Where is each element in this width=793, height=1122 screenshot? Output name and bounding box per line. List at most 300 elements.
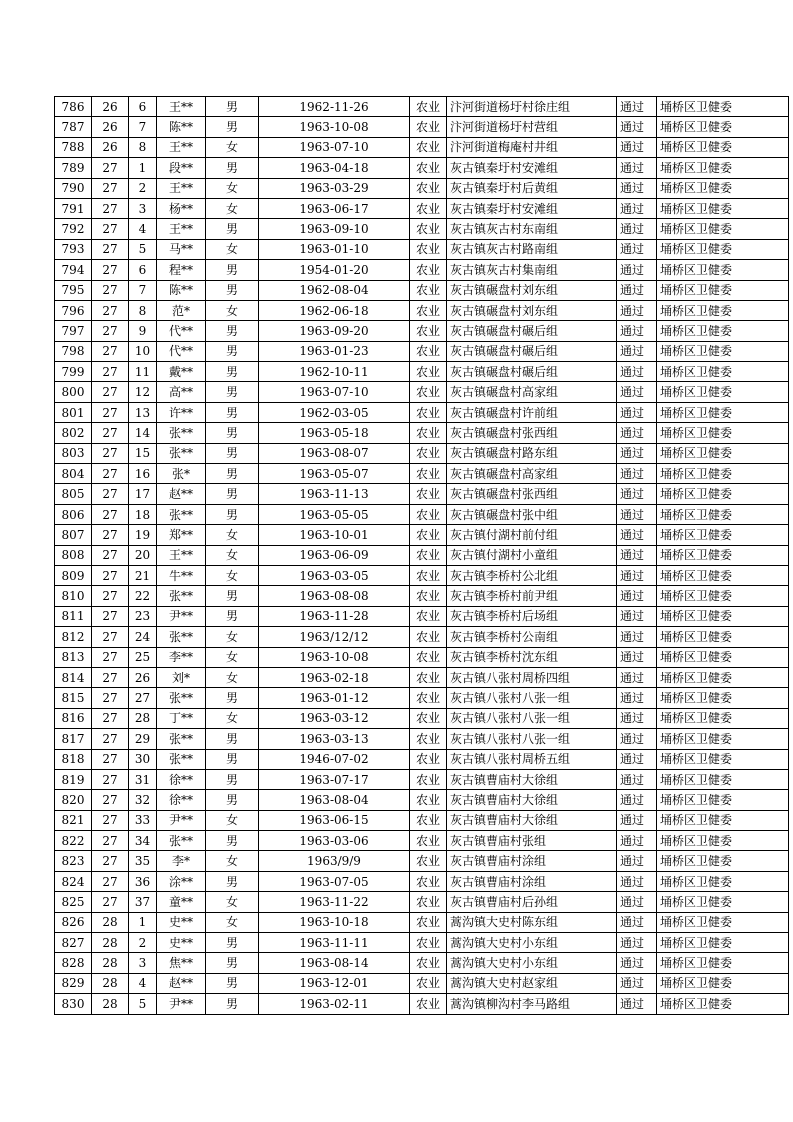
serial-number-cell: 800: [55, 382, 92, 402]
in-group-number-cell: 11: [129, 362, 157, 382]
in-group-number-cell: 29: [129, 729, 157, 749]
occupation-cell: 农业: [410, 647, 447, 667]
birth-date-cell: 1962-03-05: [259, 402, 410, 422]
name-cell: 杨**: [157, 198, 206, 218]
group-number-cell: 27: [92, 667, 129, 687]
group-number-cell: 27: [92, 484, 129, 504]
occupation-cell: 农业: [410, 892, 447, 912]
organization-cell: 埇桥区卫健委: [657, 158, 789, 178]
address-cell: 灰古镇李桥村后场组: [447, 606, 617, 626]
group-number-cell: 27: [92, 851, 129, 871]
address-cell: 灰古镇李桥村沈东组: [447, 647, 617, 667]
name-cell: 张**: [157, 423, 206, 443]
occupation-cell: 农业: [410, 484, 447, 504]
occupation-cell: 农业: [410, 545, 447, 565]
organization-cell: 埇桥区卫健委: [657, 117, 789, 137]
birth-date-cell: 1963-08-04: [259, 790, 410, 810]
review-result-cell: 通过: [617, 953, 657, 973]
occupation-cell: 农业: [410, 994, 447, 1014]
name-cell: 丁**: [157, 708, 206, 728]
gender-cell: 女: [206, 198, 259, 218]
birth-date-cell: 1963/9/9: [259, 851, 410, 871]
gender-cell: 男: [206, 586, 259, 606]
review-result-cell: 通过: [617, 97, 657, 117]
serial-number-cell: 786: [55, 97, 92, 117]
review-result-cell: 通过: [617, 423, 657, 443]
serial-number-cell: 790: [55, 178, 92, 198]
review-result-cell: 通过: [617, 280, 657, 300]
birth-date-cell: 1963-05-07: [259, 464, 410, 484]
birth-date-cell: 1963-10-08: [259, 117, 410, 137]
group-number-cell: 27: [92, 892, 129, 912]
organization-cell: 埇桥区卫健委: [657, 627, 789, 647]
gender-cell: 男: [206, 260, 259, 280]
table-row: [55, 97, 789, 117]
serial-number-cell: 796: [55, 300, 92, 320]
address-cell: 灰古镇付湖村前付组: [447, 525, 617, 545]
name-cell: 焦**: [157, 953, 206, 973]
review-result-cell: 通过: [617, 464, 657, 484]
address-cell: 灰古镇碾盘村刘东组: [447, 300, 617, 320]
name-cell: 徐**: [157, 769, 206, 789]
review-result-cell: 通过: [617, 729, 657, 749]
gender-cell: 男: [206, 973, 259, 993]
serial-number-cell: 807: [55, 525, 92, 545]
birth-date-cell: 1962-08-04: [259, 280, 410, 300]
occupation-cell: 农业: [410, 464, 447, 484]
group-number-cell: 27: [92, 545, 129, 565]
address-cell: 灰古镇灰古村集南组: [447, 260, 617, 280]
occupation-cell: 农业: [410, 871, 447, 891]
name-cell: 史**: [157, 912, 206, 932]
occupation-cell: 农业: [410, 749, 447, 769]
organization-cell: 埇桥区卫健委: [657, 321, 789, 341]
birth-date-cell: 1963-11-11: [259, 933, 410, 953]
organization-cell: 埇桥区卫健委: [657, 667, 789, 687]
occupation-cell: 农业: [410, 321, 447, 341]
name-cell: 张**: [157, 627, 206, 647]
occupation-cell: 农业: [410, 137, 447, 157]
name-cell: 张**: [157, 586, 206, 606]
occupation-cell: 农业: [410, 627, 447, 647]
group-number-cell: 27: [92, 178, 129, 198]
review-result-cell: 通过: [617, 688, 657, 708]
organization-cell: 埇桥区卫健委: [657, 994, 789, 1014]
address-cell: 蒿沟镇大史村小东组: [447, 933, 617, 953]
occupation-cell: 农业: [410, 912, 447, 932]
table-row: [55, 851, 789, 871]
in-group-number-cell: 26: [129, 667, 157, 687]
applicant-table: [54, 96, 789, 1015]
name-cell: 李*: [157, 851, 206, 871]
group-number-cell: 27: [92, 504, 129, 524]
in-group-number-cell: 4: [129, 973, 157, 993]
occupation-cell: 农业: [410, 504, 447, 524]
in-group-number-cell: 4: [129, 219, 157, 239]
gender-cell: 男: [206, 790, 259, 810]
group-number-cell: 27: [92, 729, 129, 749]
name-cell: 赵**: [157, 484, 206, 504]
organization-cell: 埇桥区卫健委: [657, 810, 789, 830]
group-number-cell: 27: [92, 464, 129, 484]
group-number-cell: 27: [92, 260, 129, 280]
address-cell: 灰古镇碾盘村高家组: [447, 464, 617, 484]
gender-cell: 男: [206, 933, 259, 953]
occupation-cell: 农业: [410, 443, 447, 463]
occupation-cell: 农业: [410, 790, 447, 810]
birth-date-cell: 1963-02-11: [259, 994, 410, 1014]
gender-cell: 女: [206, 851, 259, 871]
name-cell: 李**: [157, 647, 206, 667]
in-group-number-cell: 2: [129, 178, 157, 198]
organization-cell: 埇桥区卫健委: [657, 239, 789, 259]
table-row: [55, 525, 789, 545]
in-group-number-cell: 25: [129, 647, 157, 667]
table-row: [55, 178, 789, 198]
address-cell: 灰古镇秦圩村安滩组: [447, 198, 617, 218]
birth-date-cell: 1963-03-13: [259, 729, 410, 749]
serial-number-cell: 818: [55, 749, 92, 769]
address-cell: 蒿沟镇柳沟村李马路组: [447, 994, 617, 1014]
birth-date-cell: 1963-09-10: [259, 219, 410, 239]
name-cell: 童**: [157, 892, 206, 912]
table-row: [55, 239, 789, 259]
serial-number-cell: 813: [55, 647, 92, 667]
review-result-cell: 通过: [617, 790, 657, 810]
review-result-cell: 通过: [617, 545, 657, 565]
name-cell: 牛**: [157, 565, 206, 585]
review-result-cell: 通过: [617, 137, 657, 157]
occupation-cell: 农业: [410, 953, 447, 973]
review-result-cell: 通过: [617, 606, 657, 626]
review-result-cell: 通过: [617, 219, 657, 239]
name-cell: 陈**: [157, 280, 206, 300]
group-number-cell: 27: [92, 871, 129, 891]
gender-cell: 男: [206, 994, 259, 1014]
in-group-number-cell: 12: [129, 382, 157, 402]
group-number-cell: 27: [92, 790, 129, 810]
address-cell: 灰古镇碾盘村路东组: [447, 443, 617, 463]
gender-cell: 男: [206, 443, 259, 463]
name-cell: 张**: [157, 443, 206, 463]
gender-cell: 男: [206, 464, 259, 484]
birth-date-cell: 1963-11-13: [259, 484, 410, 504]
group-number-cell: 27: [92, 708, 129, 728]
in-group-number-cell: 21: [129, 565, 157, 585]
birth-date-cell: 1963-11-28: [259, 606, 410, 626]
name-cell: 赵**: [157, 973, 206, 993]
table-row: [55, 586, 789, 606]
in-group-number-cell: 17: [129, 484, 157, 504]
group-number-cell: 27: [92, 423, 129, 443]
name-cell: 陈**: [157, 117, 206, 137]
group-number-cell: 27: [92, 769, 129, 789]
organization-cell: 埇桥区卫健委: [657, 382, 789, 402]
birth-date-cell: 1963-03-12: [259, 708, 410, 728]
occupation-cell: 农业: [410, 667, 447, 687]
gender-cell: 女: [206, 565, 259, 585]
address-cell: 蒿沟镇大史村陈东组: [447, 912, 617, 932]
gender-cell: 男: [206, 484, 259, 504]
group-number-cell: 27: [92, 239, 129, 259]
in-group-number-cell: 13: [129, 402, 157, 422]
occupation-cell: 农业: [410, 341, 447, 361]
in-group-number-cell: 8: [129, 137, 157, 157]
name-cell: 徐**: [157, 790, 206, 810]
organization-cell: 埇桥区卫健委: [657, 871, 789, 891]
serial-number-cell: 821: [55, 810, 92, 830]
review-result-cell: 通过: [617, 484, 657, 504]
in-group-number-cell: 5: [129, 994, 157, 1014]
review-result-cell: 通过: [617, 321, 657, 341]
serial-number-cell: 787: [55, 117, 92, 137]
serial-number-cell: 810: [55, 586, 92, 606]
name-cell: 张**: [157, 831, 206, 851]
occupation-cell: 农业: [410, 423, 447, 443]
review-result-cell: 通过: [617, 117, 657, 137]
occupation-cell: 农业: [410, 708, 447, 728]
name-cell: 张**: [157, 729, 206, 749]
address-cell: 灰古镇八张村周桥四组: [447, 667, 617, 687]
review-result-cell: 通过: [617, 912, 657, 932]
review-result-cell: 通过: [617, 749, 657, 769]
occupation-cell: 农业: [410, 300, 447, 320]
review-result-cell: 通过: [617, 627, 657, 647]
group-number-cell: 27: [92, 280, 129, 300]
occupation-cell: 农业: [410, 933, 447, 953]
table-row: [55, 117, 789, 137]
name-cell: 尹**: [157, 606, 206, 626]
in-group-number-cell: 36: [129, 871, 157, 891]
table-row: [55, 280, 789, 300]
review-result-cell: 通过: [617, 178, 657, 198]
organization-cell: 埇桥区卫健委: [657, 464, 789, 484]
address-cell: 灰古镇李桥村前尹组: [447, 586, 617, 606]
address-cell: 灰古镇碾盘村张西组: [447, 484, 617, 504]
gender-cell: 女: [206, 647, 259, 667]
name-cell: 代**: [157, 341, 206, 361]
serial-number-cell: 822: [55, 831, 92, 851]
gender-cell: 男: [206, 504, 259, 524]
gender-cell: 女: [206, 667, 259, 687]
gender-cell: 女: [206, 545, 259, 565]
review-result-cell: 通过: [617, 158, 657, 178]
address-cell: 灰古镇曹庙村后孙组: [447, 892, 617, 912]
organization-cell: 埇桥区卫健委: [657, 219, 789, 239]
name-cell: 张**: [157, 504, 206, 524]
birth-date-cell: 1963-02-18: [259, 667, 410, 687]
organization-cell: 埇桥区卫健委: [657, 300, 789, 320]
name-cell: 段**: [157, 158, 206, 178]
organization-cell: 埇桥区卫健委: [657, 953, 789, 973]
address-cell: 灰古镇曹庙村大徐组: [447, 769, 617, 789]
gender-cell: 男: [206, 402, 259, 422]
address-cell: 灰古镇付湖村小童组: [447, 545, 617, 565]
serial-number-cell: 820: [55, 790, 92, 810]
serial-number-cell: 791: [55, 198, 92, 218]
address-cell: 灰古镇碾盘村许前组: [447, 402, 617, 422]
serial-number-cell: 802: [55, 423, 92, 443]
gender-cell: 男: [206, 341, 259, 361]
organization-cell: 埇桥区卫健委: [657, 423, 789, 443]
address-cell: 灰古镇曹庙村大徐组: [447, 790, 617, 810]
serial-number-cell: 827: [55, 933, 92, 953]
in-group-number-cell: 24: [129, 627, 157, 647]
in-group-number-cell: 14: [129, 423, 157, 443]
table-row: [55, 831, 789, 851]
serial-number-cell: 819: [55, 769, 92, 789]
organization-cell: 埇桥区卫健委: [657, 831, 789, 851]
in-group-number-cell: 1: [129, 158, 157, 178]
table-row: [55, 627, 789, 647]
address-cell: 汴河街道杨圩村徐庄组: [447, 97, 617, 117]
name-cell: 张**: [157, 749, 206, 769]
serial-number-cell: 812: [55, 627, 92, 647]
group-number-cell: 27: [92, 382, 129, 402]
table-row: [55, 545, 789, 565]
table-row: [55, 606, 789, 626]
group-number-cell: 27: [92, 627, 129, 647]
organization-cell: 埇桥区卫健委: [657, 912, 789, 932]
name-cell: 戴**: [157, 362, 206, 382]
occupation-cell: 农业: [410, 117, 447, 137]
birth-date-cell: 1963-11-22: [259, 892, 410, 912]
gender-cell: 男: [206, 362, 259, 382]
name-cell: 王**: [157, 545, 206, 565]
address-cell: 灰古镇八张村八张一组: [447, 729, 617, 749]
serial-number-cell: 808: [55, 545, 92, 565]
table-row: [55, 464, 789, 484]
name-cell: 王**: [157, 97, 206, 117]
organization-cell: 埇桥区卫健委: [657, 402, 789, 422]
in-group-number-cell: 5: [129, 239, 157, 259]
address-cell: 灰古镇碾盘村碾后组: [447, 362, 617, 382]
name-cell: 王**: [157, 137, 206, 157]
address-cell: 灰古镇曹庙村大徐组: [447, 810, 617, 830]
group-number-cell: 27: [92, 810, 129, 830]
address-cell: 灰古镇秦圩村后黄组: [447, 178, 617, 198]
organization-cell: 埇桥区卫健委: [657, 688, 789, 708]
table-row: [55, 749, 789, 769]
occupation-cell: 农业: [410, 97, 447, 117]
group-number-cell: 27: [92, 831, 129, 851]
gender-cell: 男: [206, 831, 259, 851]
gender-cell: 女: [206, 708, 259, 728]
serial-number-cell: 816: [55, 708, 92, 728]
review-result-cell: 通过: [617, 402, 657, 422]
gender-cell: 男: [206, 423, 259, 443]
serial-number-cell: 801: [55, 402, 92, 422]
organization-cell: 埇桥区卫健委: [657, 565, 789, 585]
organization-cell: 埇桥区卫健委: [657, 708, 789, 728]
review-result-cell: 通过: [617, 300, 657, 320]
in-group-number-cell: 23: [129, 606, 157, 626]
table-row: [55, 892, 789, 912]
organization-cell: 埇桥区卫健委: [657, 484, 789, 504]
organization-cell: 埇桥区卫健委: [657, 892, 789, 912]
group-number-cell: 27: [92, 443, 129, 463]
serial-number-cell: 806: [55, 504, 92, 524]
serial-number-cell: 799: [55, 362, 92, 382]
serial-number-cell: 788: [55, 137, 92, 157]
occupation-cell: 农业: [410, 586, 447, 606]
review-result-cell: 通过: [617, 769, 657, 789]
occupation-cell: 农业: [410, 239, 447, 259]
occupation-cell: 农业: [410, 769, 447, 789]
name-cell: 程**: [157, 260, 206, 280]
table-row: [55, 300, 789, 320]
organization-cell: 埇桥区卫健委: [657, 749, 789, 769]
group-number-cell: 28: [92, 994, 129, 1014]
review-result-cell: 通过: [617, 708, 657, 728]
name-cell: 涂**: [157, 871, 206, 891]
in-group-number-cell: 2: [129, 933, 157, 953]
review-result-cell: 通过: [617, 362, 657, 382]
birth-date-cell: 1962-06-18: [259, 300, 410, 320]
table-row: [55, 667, 789, 687]
gender-cell: 男: [206, 688, 259, 708]
review-result-cell: 通过: [617, 565, 657, 585]
serial-number-cell: 828: [55, 953, 92, 973]
gender-cell: 女: [206, 300, 259, 320]
in-group-number-cell: 8: [129, 300, 157, 320]
address-cell: 灰古镇曹庙村涂组: [447, 871, 617, 891]
table-row: [55, 260, 789, 280]
table-row: [55, 484, 789, 504]
group-number-cell: 27: [92, 749, 129, 769]
table-row: [55, 953, 789, 973]
birth-date-cell: 1963-07-05: [259, 871, 410, 891]
group-number-cell: 28: [92, 912, 129, 932]
group-number-cell: 27: [92, 688, 129, 708]
birth-date-cell: 1963-03-06: [259, 831, 410, 851]
birth-date-cell: 1963-10-01: [259, 525, 410, 545]
serial-number-cell: 803: [55, 443, 92, 463]
in-group-number-cell: 6: [129, 97, 157, 117]
name-cell: 刘*: [157, 667, 206, 687]
birth-date-cell: 1963-04-18: [259, 158, 410, 178]
gender-cell: 男: [206, 729, 259, 749]
in-group-number-cell: 18: [129, 504, 157, 524]
in-group-number-cell: 28: [129, 708, 157, 728]
gender-cell: 女: [206, 178, 259, 198]
in-group-number-cell: 15: [129, 443, 157, 463]
birth-date-cell: 1946-07-02: [259, 749, 410, 769]
organization-cell: 埇桥区卫健委: [657, 280, 789, 300]
review-result-cell: 通过: [617, 810, 657, 830]
serial-number-cell: 809: [55, 565, 92, 585]
name-cell: 张**: [157, 688, 206, 708]
in-group-number-cell: 9: [129, 321, 157, 341]
serial-number-cell: 804: [55, 464, 92, 484]
name-cell: 王**: [157, 178, 206, 198]
group-number-cell: 27: [92, 300, 129, 320]
address-cell: 灰古镇碾盘村张中组: [447, 504, 617, 524]
name-cell: 马**: [157, 239, 206, 259]
review-result-cell: 通过: [617, 667, 657, 687]
review-result-cell: 通过: [617, 892, 657, 912]
birth-date-cell: 1962-10-11: [259, 362, 410, 382]
in-group-number-cell: 20: [129, 545, 157, 565]
name-cell: 史**: [157, 933, 206, 953]
occupation-cell: 农业: [410, 178, 447, 198]
review-result-cell: 通过: [617, 198, 657, 218]
organization-cell: 埇桥区卫健委: [657, 606, 789, 626]
gender-cell: 男: [206, 158, 259, 178]
gender-cell: 男: [206, 606, 259, 626]
serial-number-cell: 826: [55, 912, 92, 932]
address-cell: 汴河街道杨圩村营组: [447, 117, 617, 137]
